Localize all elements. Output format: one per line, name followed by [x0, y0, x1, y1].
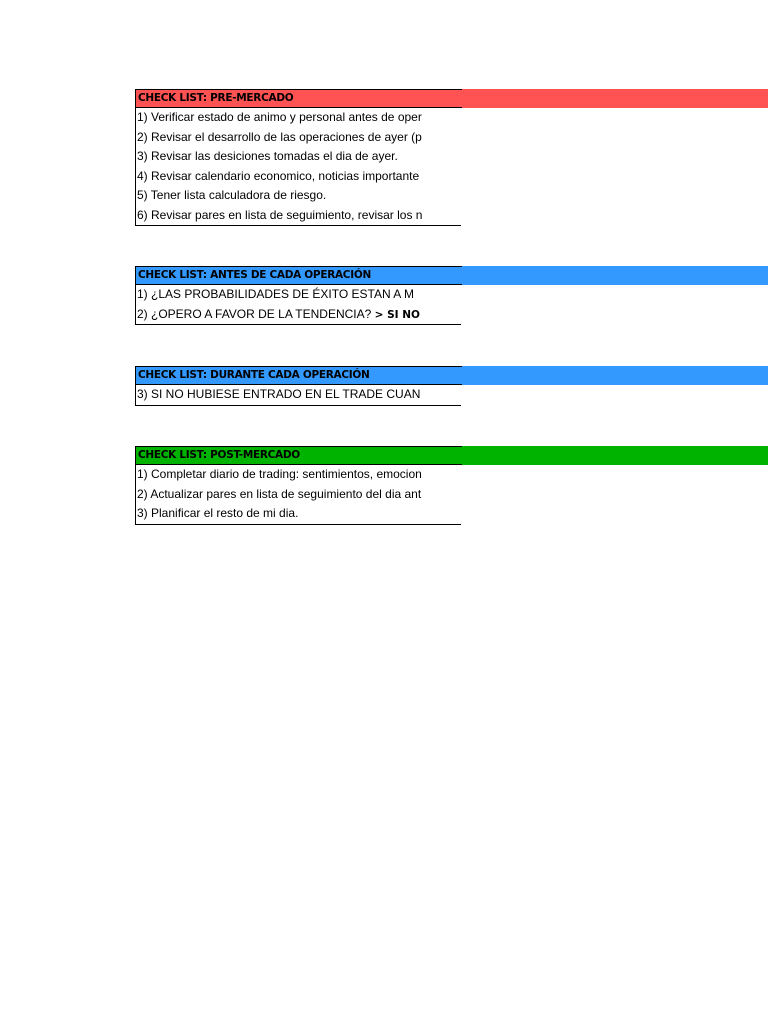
section-antes-operacion — [135, 266, 768, 325]
checklist-item-bold-note: > SI NO — [374, 308, 420, 321]
checklist-item[interactable]: 1) Completar diario de trading: sentimientos, emocion — [137, 467, 422, 481]
section-header — [135, 366, 768, 385]
header-color-band — [462, 446, 768, 465]
section-title[interactable]: CHECK LIST: POST-MERCADO — [135, 446, 463, 465]
checklist-item[interactable] — [136, 305, 461, 325]
header-color-band — [462, 366, 768, 385]
checklist-item-text: 2) ¿OPERO A FAVOR DE LA TENDENCIA? — [137, 306, 372, 321]
checklist-item[interactable]: 1) Verificar estado de animo y personal antes de oper — [137, 110, 422, 124]
checklist-rows — [135, 385, 461, 406]
header-color-band — [462, 89, 768, 108]
section-title[interactable]: CHECK LIST: PRE-MERCADO — [135, 89, 463, 108]
checklist-item[interactable]: 2) Actualizar pares en lista de seguimiento del dia ant — [137, 486, 422, 501]
checklist-item[interactable]: 3) SI NO HUBIESE ENTRADO EN EL TRADE CUAN — [137, 387, 421, 401]
checklist-item[interactable]: 2) Revisar el desarrollo de las operaciones de ayer (p — [137, 129, 422, 144]
checklist-item[interactable]: 3) Planificar el resto de mi dia. — [137, 506, 299, 520]
checklist-rows — [135, 108, 461, 226]
section-durante-operacion — [135, 366, 768, 406]
section-header — [135, 266, 768, 285]
header-color-band — [462, 266, 768, 285]
checklist-rows — [135, 465, 461, 525]
checklist-rows — [135, 285, 461, 325]
section-post-mercado — [135, 446, 768, 525]
section-pre-mercado — [135, 89, 768, 226]
section-title[interactable]: CHECK LIST: ANTES DE CADA OPERACIÓN — [135, 266, 463, 285]
checklist-item[interactable]: 1) ¿LAS PROBABILIDADES DE ÉXITO ESTAN A M — [137, 287, 414, 301]
checklist-item[interactable]: 4) Revisar calendario economico, noticias importante — [137, 168, 420, 183]
checklist-item[interactable]: 6) Revisar pares en lista de seguimiento, revisar los n — [137, 207, 423, 222]
checklist-item[interactable]: 5) Tener lista calculadora de riesgo. — [137, 188, 327, 202]
section-header — [135, 89, 768, 108]
section-title[interactable]: CHECK LIST: DURANTE CADA OPERACIÓN — [135, 366, 463, 385]
checklist-item[interactable]: 3) Revisar las desiciones tomadas el dia de ayer. — [137, 149, 398, 163]
section-header — [135, 446, 768, 465]
